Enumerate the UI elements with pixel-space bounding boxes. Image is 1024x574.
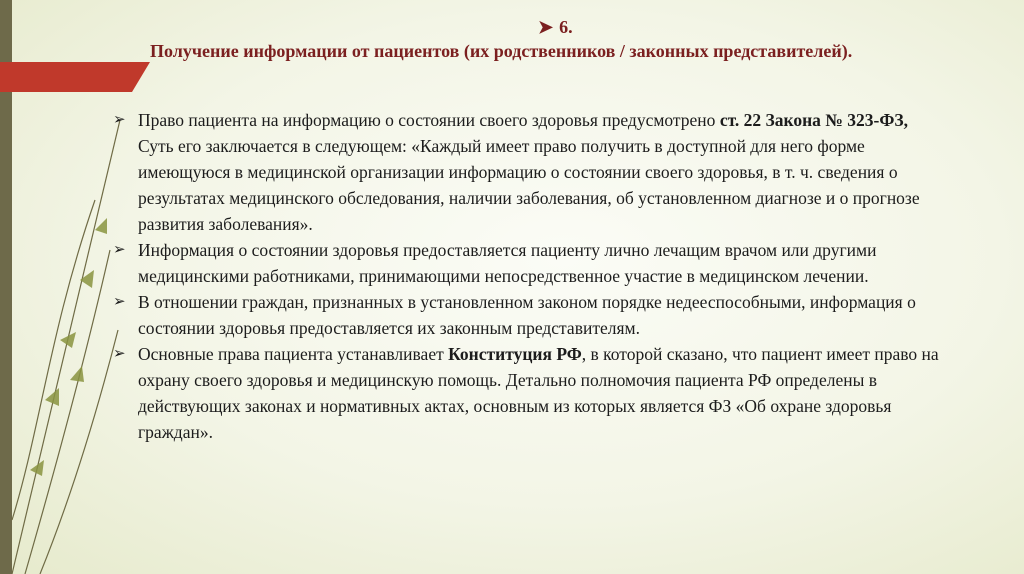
title-text: Получение информации от пациентов (их родственников / законных представителей). <box>150 41 853 61</box>
bullet-text: Информация о состоянии здоровья предоставляется пациенту лично лечащим врачом или другими медицинскими работниками, принимающими непосредственное участие в медицинском лечении. <box>138 240 877 286</box>
arrow-bullet-icon: ➢ <box>113 346 126 362</box>
bullet-text: , в которой сказано, что пациент имеет право на охрану своего здоровья и медицинскую помощь. Детально полномочия пациента РФ определены в действующих законах и нормативных актах, основным из которых является ФЗ «Об охране здоровья граждан». <box>138 344 939 442</box>
bullet-bold-text: ст. 22 Закона № 323-ФЗ, <box>719 110 908 130</box>
bullet-text: Суть его заключается в следующем: «Каждый имеет право получить в доступной для него форме имеющуюся в медицинской организации информацию о состоянии своего здоровья, в т. ч. сведения о результатах медицинского обследования, наличии заболевания, об установленном диагнозе и о прогнозе развития заболевания». <box>138 136 920 234</box>
arrow-bullet-icon: ➤ <box>538 17 554 37</box>
bullet-text: Основные права пациента устанавливает <box>138 344 449 364</box>
bullet-item <box>113 107 943 237</box>
bullet-item <box>113 289 943 341</box>
title-number-line <box>538 15 990 39</box>
bullet-item <box>113 341 943 445</box>
bullet-text: Право пациента на информацию о состоянии своего здоровья предусмотрено <box>138 110 720 130</box>
arrow-bullet-icon: ➢ <box>113 294 126 310</box>
arrow-bullet-icon: ➢ <box>113 242 126 258</box>
leaf-decoration <box>0 0 130 574</box>
bullet-text: В отношении граждан, признанных в установленном законом порядке недееспособными, информация о состоянии здоровья предоставляется их законным представителям. <box>138 292 916 338</box>
bullet-bold-text: Конституция РФ <box>448 344 582 364</box>
slide-title <box>150 15 990 63</box>
title-number: 6. <box>559 17 573 37</box>
bullet-list <box>113 107 943 445</box>
arrow-bullet-icon: ➢ <box>113 112 126 128</box>
bullet-item <box>113 237 943 289</box>
